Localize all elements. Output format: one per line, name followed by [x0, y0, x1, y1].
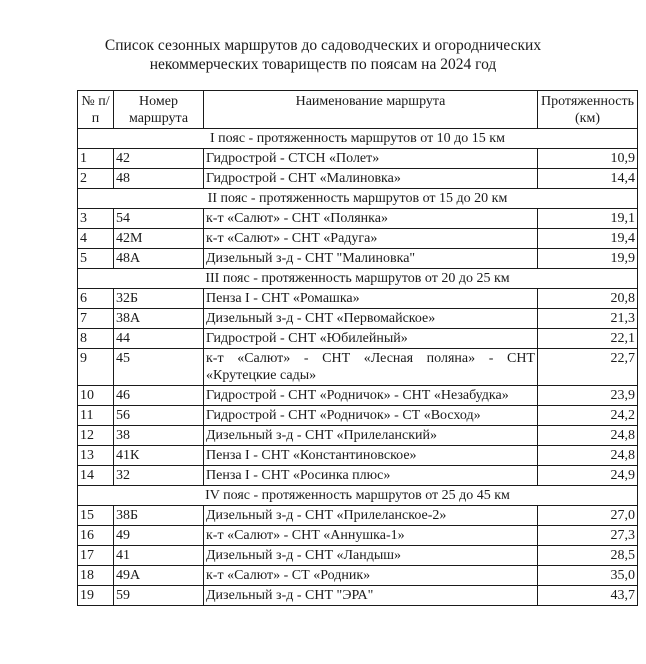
route-length-cell: 24,8 [538, 446, 638, 466]
row-number-cell: 2 [78, 169, 114, 189]
route-number-cell: 48 [114, 169, 204, 189]
route-name-cell: Пенза I - СНТ «Ромашка» [204, 289, 538, 309]
title-line-1: Список сезонных маршрутов до садоводческих и огороднических [104, 37, 542, 54]
table-row [78, 149, 638, 169]
routes-table [77, 90, 638, 606]
route-length-cell: 22,7 [538, 349, 638, 386]
route-number-cell: 41 [114, 546, 204, 566]
route-length-cell: 21,3 [538, 309, 638, 329]
route-length-cell: 27,3 [538, 526, 638, 546]
route-number-cell: 32 [114, 466, 204, 486]
route-number-cell: 42М [114, 229, 204, 249]
table-row [78, 349, 638, 386]
page-title [0, 36, 646, 74]
zone-title: I пояс - протяженность маршрутов от 10 до 15 км [78, 129, 638, 149]
route-length-cell: 10,9 [538, 149, 638, 169]
row-number-cell: 17 [78, 546, 114, 566]
table-header-row [78, 91, 638, 129]
route-number-cell: 48А [114, 249, 204, 269]
route-length-cell: 43,7 [538, 586, 638, 606]
row-number-cell: 8 [78, 329, 114, 349]
route-name-cell: к-т «Салют» - СНТ «Аннушка-1» [204, 526, 538, 546]
row-number-cell: 19 [78, 586, 114, 606]
route-name-cell: Дизельный з-д - СНТ «Ландыш» [204, 546, 538, 566]
route-name-cell: к-т «Салют» - СНТ «Радуга» [204, 229, 538, 249]
column-header-num: № п/п [78, 91, 114, 129]
zone-title: IV пояс - протяженность маршрутов от 25 до 45 км [78, 486, 638, 506]
route-name-cell: Дизельный з-д - СНТ «Прилеланский» [204, 426, 538, 446]
table-row [78, 329, 638, 349]
route-number-cell: 32Б [114, 289, 204, 309]
zone-header-row [78, 486, 638, 506]
row-number-cell: 3 [78, 209, 114, 229]
column-header-name: Наименование маршрута [204, 91, 538, 129]
route-name-cell: Дизельный з-д - СНТ "Малиновка" [204, 249, 538, 269]
route-name-cell: Гидрострой - СНТ «Малиновка» [204, 169, 538, 189]
route-name-cell: к-т «Салют» - СНТ «Полянка» [204, 209, 538, 229]
route-length-cell: 20,8 [538, 289, 638, 309]
table-row [78, 309, 638, 329]
route-name-cell: Гидрострой - СНТ «Родничок» - СНТ «Незабудка» [204, 386, 538, 406]
route-length-cell: 23,9 [538, 386, 638, 406]
route-length-cell: 22,1 [538, 329, 638, 349]
route-number-cell: 38А [114, 309, 204, 329]
table-row [78, 586, 638, 606]
table-row [78, 386, 638, 406]
column-header-route: Номер маршрута [114, 91, 204, 129]
row-number-cell: 13 [78, 446, 114, 466]
route-number-cell: 42 [114, 149, 204, 169]
table-row [78, 169, 638, 189]
row-number-cell: 18 [78, 566, 114, 586]
row-number-cell: 4 [78, 229, 114, 249]
route-name-cell: Дизельный з-д - СНТ «Прилеланское-2» [204, 506, 538, 526]
row-number-cell: 11 [78, 406, 114, 426]
table-row [78, 289, 638, 309]
table-row [78, 406, 638, 426]
row-number-cell: 12 [78, 426, 114, 446]
route-number-cell: 38Б [114, 506, 204, 526]
row-number-cell: 16 [78, 526, 114, 546]
row-number-cell: 9 [78, 349, 114, 386]
route-number-cell: 45 [114, 349, 204, 386]
route-number-cell: 44 [114, 329, 204, 349]
zone-title: III пояс - протяженность маршрутов от 20 до 25 км [78, 269, 638, 289]
route-name-cell: Дизельный з-д - СНТ «Первомайское» [204, 309, 538, 329]
title-line-2: некоммерческих товариществ по поясам на 2024 год [149, 56, 497, 73]
table-row [78, 446, 638, 466]
row-number-cell: 1 [78, 149, 114, 169]
route-length-cell: 28,5 [538, 546, 638, 566]
row-number-cell: 7 [78, 309, 114, 329]
row-number-cell: 10 [78, 386, 114, 406]
route-length-cell: 19,9 [538, 249, 638, 269]
route-name-cell: к-т «Салют» - СТ «Родник» [204, 566, 538, 586]
route-name-cell: Пенза I - СНТ «Константиновское» [204, 446, 538, 466]
route-name-cell: Гидрострой - СНТ «Родничок» - СТ «Восход» [204, 406, 538, 426]
route-number-cell: 41К [114, 446, 204, 466]
route-name-cell: Дизельный з-д - СНТ "ЭРА" [204, 586, 538, 606]
zone-header-row [78, 129, 638, 149]
table-row [78, 546, 638, 566]
route-name-cell: к-т «Салют» - СНТ «Лесная поляна» - СНТ «Крутецкие сады» [204, 349, 538, 386]
table-row [78, 229, 638, 249]
row-number-cell: 15 [78, 506, 114, 526]
route-number-cell: 38 [114, 426, 204, 446]
route-number-cell: 56 [114, 406, 204, 426]
route-length-cell: 27,0 [538, 506, 638, 526]
row-number-cell: 5 [78, 249, 114, 269]
route-length-cell: 14,4 [538, 169, 638, 189]
zone-header-row [78, 189, 638, 209]
table-row [78, 566, 638, 586]
route-name-cell: Пенза I - СНТ «Росинка плюс» [204, 466, 538, 486]
table-row [78, 526, 638, 546]
route-length-cell: 24,9 [538, 466, 638, 486]
row-number-cell: 14 [78, 466, 114, 486]
route-number-cell: 46 [114, 386, 204, 406]
table-row [78, 426, 638, 446]
route-number-cell: 49А [114, 566, 204, 586]
route-number-cell: 59 [114, 586, 204, 606]
column-header-length: Протяженность (км) [538, 91, 638, 129]
route-name-cell: Гидрострой - СТСН «Полет» [204, 149, 538, 169]
zone-title: II пояс - протяженность маршрутов от 15 до 20 км [78, 189, 638, 209]
route-length-cell: 19,4 [538, 229, 638, 249]
row-number-cell: 6 [78, 289, 114, 309]
routes-table-body [78, 129, 638, 606]
route-name-cell: Гидрострой - СНТ «Юбилейный» [204, 329, 538, 349]
table-row [78, 506, 638, 526]
route-length-cell: 19,1 [538, 209, 638, 229]
table-row [78, 466, 638, 486]
route-length-cell: 24,2 [538, 406, 638, 426]
route-length-cell: 35,0 [538, 566, 638, 586]
route-number-cell: 54 [114, 209, 204, 229]
route-length-cell: 24,8 [538, 426, 638, 446]
route-number-cell: 49 [114, 526, 204, 546]
table-row [78, 249, 638, 269]
zone-header-row [78, 269, 638, 289]
table-row [78, 209, 638, 229]
